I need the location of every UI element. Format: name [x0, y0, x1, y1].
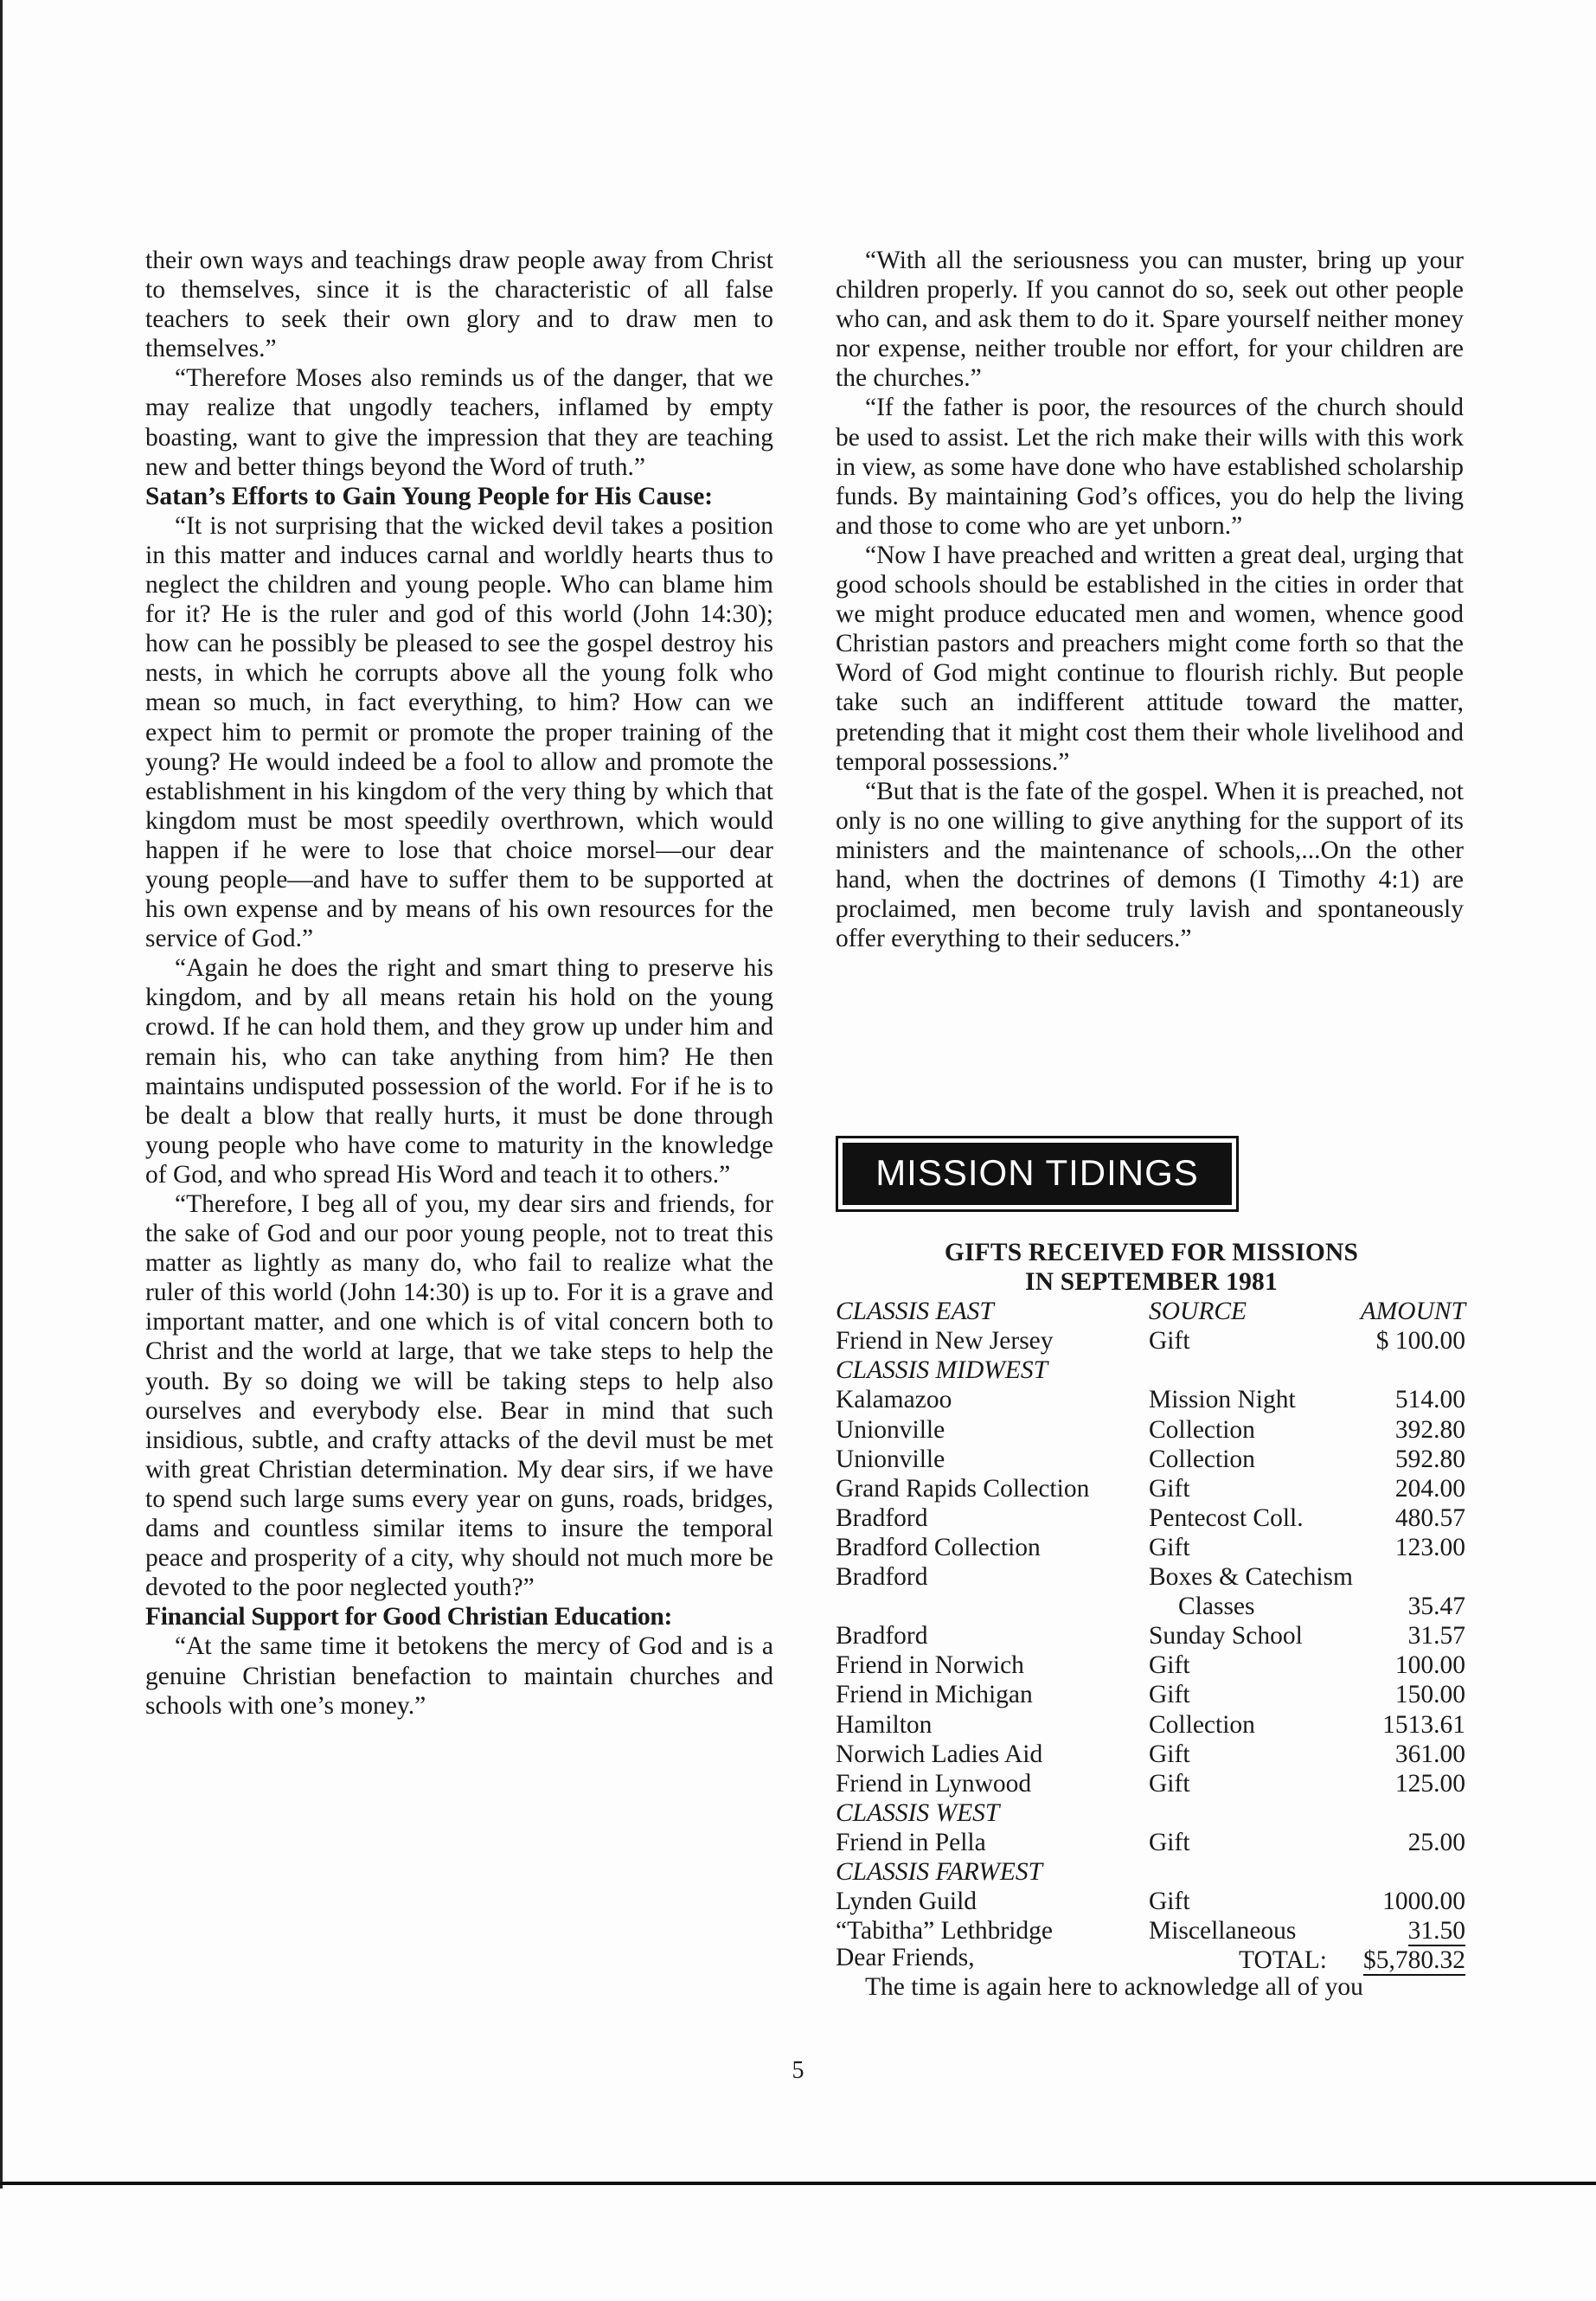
gift-source: Gift — [1149, 1681, 1190, 1709]
gift-donor: Bradford — [836, 1622, 928, 1650]
gift-donor: Friend in Norwich — [836, 1651, 1024, 1680]
gift-amount: 150.00 — [1394, 1681, 1465, 1709]
gift-donor: Unionville — [836, 1415, 945, 1444]
gift-amount: 31.50 — [1407, 1917, 1465, 1945]
gift-amount: 1000.00 — [1382, 1888, 1465, 1916]
paragraph: “At the same time it betokens the mercy of God and is a genuine Christian benefaction to maintain churches and schools with one’s money.” — [145, 1632, 773, 1720]
gift-row — [836, 1592, 1467, 1621]
gift-row — [836, 1740, 1467, 1769]
left-column — [145, 246, 773, 1721]
paragraph: “But that is the fate of the gospel. When it is preached, not only is no one willing to give anything for the support of its ministers and the maintenance of schools,...On the other hand, when the doctrines of demons (I Timothy 4:1) are proclaimed, men become truly lavish and spontaneously offer everything to their seducers.” — [836, 777, 1464, 953]
gift-amount: 204.00 — [1394, 1474, 1465, 1503]
paragraph: “Again he does the right and smart thing to preserve his kingdom, and by all means retain his hold on the young crowd. If he can hold them, and they grow up under him and remain his, who can take anything from him? He then maintains undisputed possession of the world. For if he is to be dealt a blow that really hurts, it must be done through young people who have come to maturity in the knowledge of God, and who spread His Word and teach it to others.” — [145, 954, 773, 1189]
gift-source: Sunday School — [1149, 1622, 1303, 1650]
classis-heading-row — [836, 1857, 1467, 1887]
gift-source: Gift — [1149, 1740, 1190, 1768]
gift-row — [836, 1445, 1467, 1474]
gift-row — [836, 1562, 1467, 1592]
paragraph: “Now I have preached and written a great deal, urging that good schools should be established in the cities in order that we might produce educated men and women, whence good Christian pastors and preachers might come forth so that the Word of God might continue to flourish richly. But people take such an indifferent attitude toward the matter, pretending that it might cost them their whole livelihood and temporal possessions.” — [836, 541, 1464, 776]
gift-row — [836, 1916, 1467, 1945]
gift-source: Miscellaneous — [1149, 1917, 1297, 1945]
amount-column-header: AMOUNT — [1360, 1298, 1465, 1326]
total-amount: $5,780.32 — [1363, 1946, 1465, 1975]
gift-source: Gift — [1149, 1769, 1190, 1798]
gift-donor: Grand Rapids Collection — [836, 1474, 1090, 1503]
gifts-header-row — [836, 1297, 1467, 1326]
gift-row — [836, 1326, 1467, 1356]
classis-heading-row — [836, 1356, 1467, 1385]
gift-source: Collection — [1149, 1710, 1255, 1739]
letter — [836, 1943, 1464, 2002]
gift-row — [836, 1650, 1467, 1680]
gift-row — [836, 1415, 1467, 1445]
section-heading: Financial Support for Good Christian Education: — [145, 1603, 673, 1631]
paragraph: “With all the seriousness you can muster, bring up your children properly. If you cannot do so, seek out other people who can, and ask them to do it. Spare yourself neither money nor expense, neither trouble nor effort, for your children are the churches.” — [836, 247, 1464, 393]
banner-label: MISSION TIDINGS — [843, 1143, 1232, 1205]
gift-source: Boxes & Catechism — [1149, 1563, 1353, 1592]
gift-donor: Friend in Michigan — [836, 1681, 1033, 1709]
classis-heading: CLASSIS WEST — [836, 1798, 1000, 1827]
gift-amount: 125.00 — [1394, 1769, 1465, 1798]
gift-amount: $ 100.00 — [1375, 1327, 1465, 1356]
gift-amount: 392.80 — [1394, 1415, 1465, 1444]
total-label: TOTAL: — [1239, 1946, 1327, 1975]
gift-donor — [836, 1592, 1149, 1621]
paragraph: their own ways and teachings draw people away from Christ to themselves, since it is the characteristic of all false teachers to seek their own glory and to draw men to themselves.” — [145, 247, 773, 363]
gift-row — [836, 1680, 1467, 1709]
gifts-title-line1: GIFTS RECEIVED FOR MISSIONS — [944, 1239, 1359, 1266]
gifts-rows — [836, 1326, 1467, 1945]
gift-donor: Bradford — [836, 1563, 928, 1592]
gift-amount: 1513.61 — [1382, 1710, 1465, 1739]
gift-source: Gift — [1149, 1533, 1190, 1561]
gift-source: Gift — [1149, 1651, 1190, 1680]
gift-row — [836, 1769, 1467, 1798]
gift-amount: 361.00 — [1394, 1740, 1465, 1768]
classis-heading-row — [836, 1798, 1467, 1828]
gift-donor: Friend in Pella — [836, 1828, 986, 1856]
gift-source: Gift — [1149, 1828, 1190, 1856]
gift-source: Gift — [1149, 1888, 1190, 1916]
classis-heading: CLASSIS MIDWEST — [836, 1356, 1048, 1385]
source-column-header: SOURCE — [1149, 1298, 1247, 1326]
gifts-table — [836, 1238, 1467, 1975]
gift-amount: 25.00 — [1407, 1828, 1465, 1856]
scan-edge-left — [0, 0, 3, 2189]
gift-source: Mission Night — [1149, 1386, 1296, 1414]
letter-salutation: Dear Friends, — [836, 1944, 975, 1971]
gift-amount: 100.00 — [1394, 1651, 1465, 1680]
gifts-title-line2: IN SEPTEMBER 1981 — [1025, 1268, 1278, 1297]
gift-source: Collection — [1149, 1445, 1255, 1473]
paragraph: “Therefore, I beg all of you, my dear sirs and friends, for the sake of God and our poor young people, not to treat this matter as lightly as many do, who fail to realize what the ruler of this world (John 14:30) is up to. For it is a grave and important matter, and one which is of vital concern both to Christ and the world at large, that we take steps to help the youth. By so doing we will be taking steps to help also ourselves and everybody else. Bear in mind that such insidious, subtle, and crafty attacks of the devil must be met with great Christian determination. My dear sirs, if we have to spend such large sums every year on guns, roads, bridges, dams and countless similar items to insure the temporal peace and prosperity of a city, why should not much more be devoted to the poor neglected youth?” — [145, 1190, 773, 1602]
gift-row — [836, 1474, 1467, 1503]
gift-source: Pentecost Coll. — [1149, 1503, 1304, 1532]
paragraph: “If the father is poor, the resources of the church should be used to assist. Let the rich make their wills with this work in view, as some have done who have established scholarship funds. By maintaining God’s offices, you do help the living and those to come who are yet unborn.” — [836, 394, 1464, 540]
gift-amount: 514.00 — [1394, 1386, 1465, 1414]
gift-amount: 123.00 — [1394, 1533, 1465, 1561]
gift-donor: Friend in New Jersey — [836, 1327, 1054, 1356]
gift-row — [836, 1828, 1467, 1857]
gift-amount: 480.57 — [1394, 1503, 1465, 1532]
gift-source: Gift — [1149, 1327, 1190, 1356]
gift-row — [836, 1621, 1467, 1650]
classis-heading: CLASSIS EAST — [836, 1298, 994, 1326]
gift-row — [836, 1533, 1467, 1562]
gift-source: Collection — [1149, 1415, 1255, 1444]
gift-donor: Unionville — [836, 1445, 945, 1473]
gift-row — [836, 1887, 1467, 1916]
mission-tidings-banner — [836, 1136, 1239, 1212]
gift-donor: Kalamazoo — [836, 1386, 952, 1414]
gift-amount: 31.57 — [1407, 1622, 1465, 1650]
classis-heading: CLASSIS FARWEST — [836, 1857, 1043, 1886]
gift-donor: Friend in Lynwood — [836, 1769, 1032, 1798]
gift-donor: Norwich Ladies Aid — [836, 1740, 1043, 1768]
gift-source: Gift — [1149, 1474, 1190, 1503]
paragraph: “It is not surprising that the wicked devil takes a position in this matter and induces carnal and worldly hearts thus to neglect the children and young people. Who can blame him for it? He is the ruler and god of this world (John 14:30); how can he possibly be pleased to see the gospel destroy his nests, in which he corrupts above all the young folk who mean so much, in fact everything, to him? How can we expect him to permit or promote the proper training of the young? He would indeed be a fool to allow and promote the establishment in his kingdom of the very thing by which that kingdom must be most speedily overthrown, which would happen if he were to lose that choice morsel—our dear young people—and have to suffer them to be supported at his own expense and by means of his own resources for the service of God.” — [145, 511, 773, 953]
scan-edge-bottom — [0, 2182, 1596, 2185]
gift-source: Classes — [1178, 1593, 1255, 1621]
gift-donor: Hamilton — [836, 1710, 933, 1739]
gift-row — [836, 1503, 1467, 1533]
gift-donor: Bradford — [836, 1503, 928, 1532]
right-column — [836, 246, 1464, 953]
gift-donor: Bradford Collection — [836, 1533, 1041, 1561]
gift-amount: 35.47 — [1407, 1593, 1465, 1621]
letter-body: The time is again here to acknowledge all of you — [865, 1973, 1363, 2002]
section-heading: Satan’s Efforts to Gain Young People for His Cause: — [145, 482, 714, 510]
gift-row — [836, 1385, 1467, 1414]
gift-donor: “Tabitha” Lethbridge — [836, 1917, 1054, 1945]
page-number: 5 — [792, 2057, 804, 2084]
gift-donor: Lynden Guild — [836, 1888, 977, 1916]
paragraph: “Therefore Moses also reminds us of the danger, that we may realize that ungodly teachers, inflamed by empty boasting, want to give the impression that they are teaching new and better things beyond the Word of truth.” — [145, 364, 773, 481]
gift-row — [836, 1710, 1467, 1740]
gift-amount: 592.80 — [1394, 1445, 1465, 1473]
